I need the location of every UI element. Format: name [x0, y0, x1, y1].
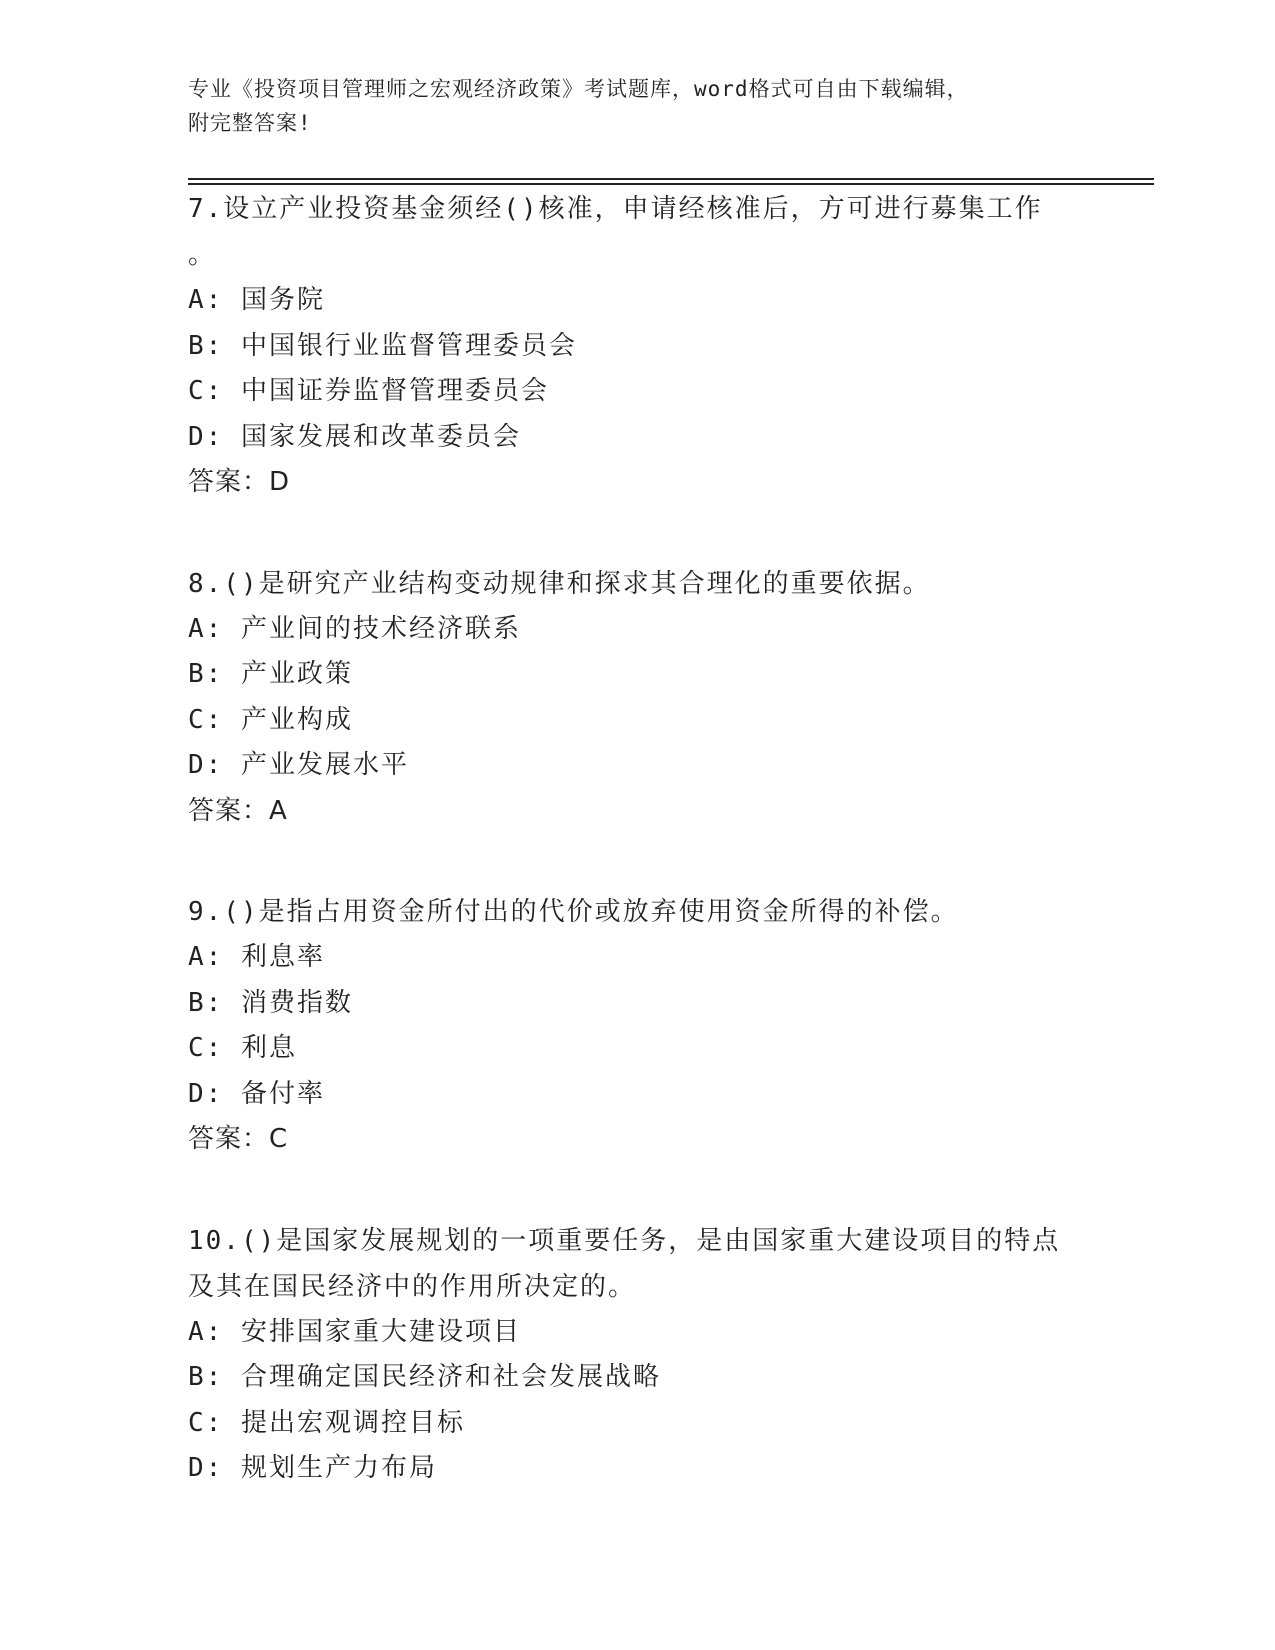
question-stem-continued: 及其在国民经济中的作用所决定的。 [188, 1271, 637, 1302]
answer-text: 答案：A [188, 795, 288, 826]
header-line-2: 附完整答案! [188, 111, 312, 135]
header-divider-top [188, 178, 1154, 180]
option-d: D: 国家发展和改革委员会 [188, 421, 521, 452]
question-stem: 9.()是指占用资金所付出的代价或放弃使用资金所得的补偿。 [188, 897, 959, 927]
question-10 [188, 1218, 1088, 1492]
question-9 [188, 889, 1088, 1163]
question-stem: 10.()是国家发展规划的一项重要任务，是由国家重大建设项目的特点 [188, 1225, 1061, 1256]
question-7 [188, 186, 1088, 506]
option-c: C: 提出宏观调控目标 [188, 1407, 465, 1438]
question-list [188, 186, 1088, 1492]
option-b: B: 产业政策 [188, 659, 353, 689]
option-a: A: 利息率 [188, 942, 325, 972]
document-header [188, 72, 1068, 140]
answer-text: 答案：C [188, 1124, 289, 1154]
question-stem: 7.设立产业投资基金须经()核准，申请经核准后，方可进行募集工作 [188, 194, 1043, 224]
option-d: D: 规划生产力布局 [188, 1453, 437, 1483]
option-d: D: 备付率 [188, 1078, 325, 1109]
question-8 [188, 561, 1088, 835]
option-a: A: 安排国家重大建设项目 [188, 1316, 521, 1347]
header-divider-bottom [188, 183, 1154, 185]
spacer [188, 834, 1088, 889]
spacer [188, 1163, 1088, 1218]
option-a: A: 产业间的技术经济联系 [188, 613, 521, 644]
option-c: C: 中国证券监督管理委员会 [188, 376, 549, 406]
question-stem: 8.()是研究产业结构变动规律和探求其合理化的重要依据。 [188, 568, 931, 599]
option-d: D: 产业发展水平 [188, 750, 409, 780]
option-b: B: 合理确定国民经济和社会发展战略 [188, 1362, 661, 1392]
spacer [188, 506, 1088, 561]
option-a: A: 国务院 [188, 285, 325, 315]
option-c: C: 产业构成 [188, 704, 353, 735]
answer-text: 答案：D [188, 467, 291, 497]
header-line-1: 专业《投资项目管理师之宏观经济政策》考试题库，word格式可自由下载编辑， [188, 77, 969, 101]
option-b: B: 中国银行业监督管理委员会 [188, 330, 577, 361]
option-b: B: 消费指数 [188, 987, 353, 1018]
option-c: C: 利息 [188, 1033, 297, 1063]
question-stem-continued: 。 [188, 240, 217, 270]
